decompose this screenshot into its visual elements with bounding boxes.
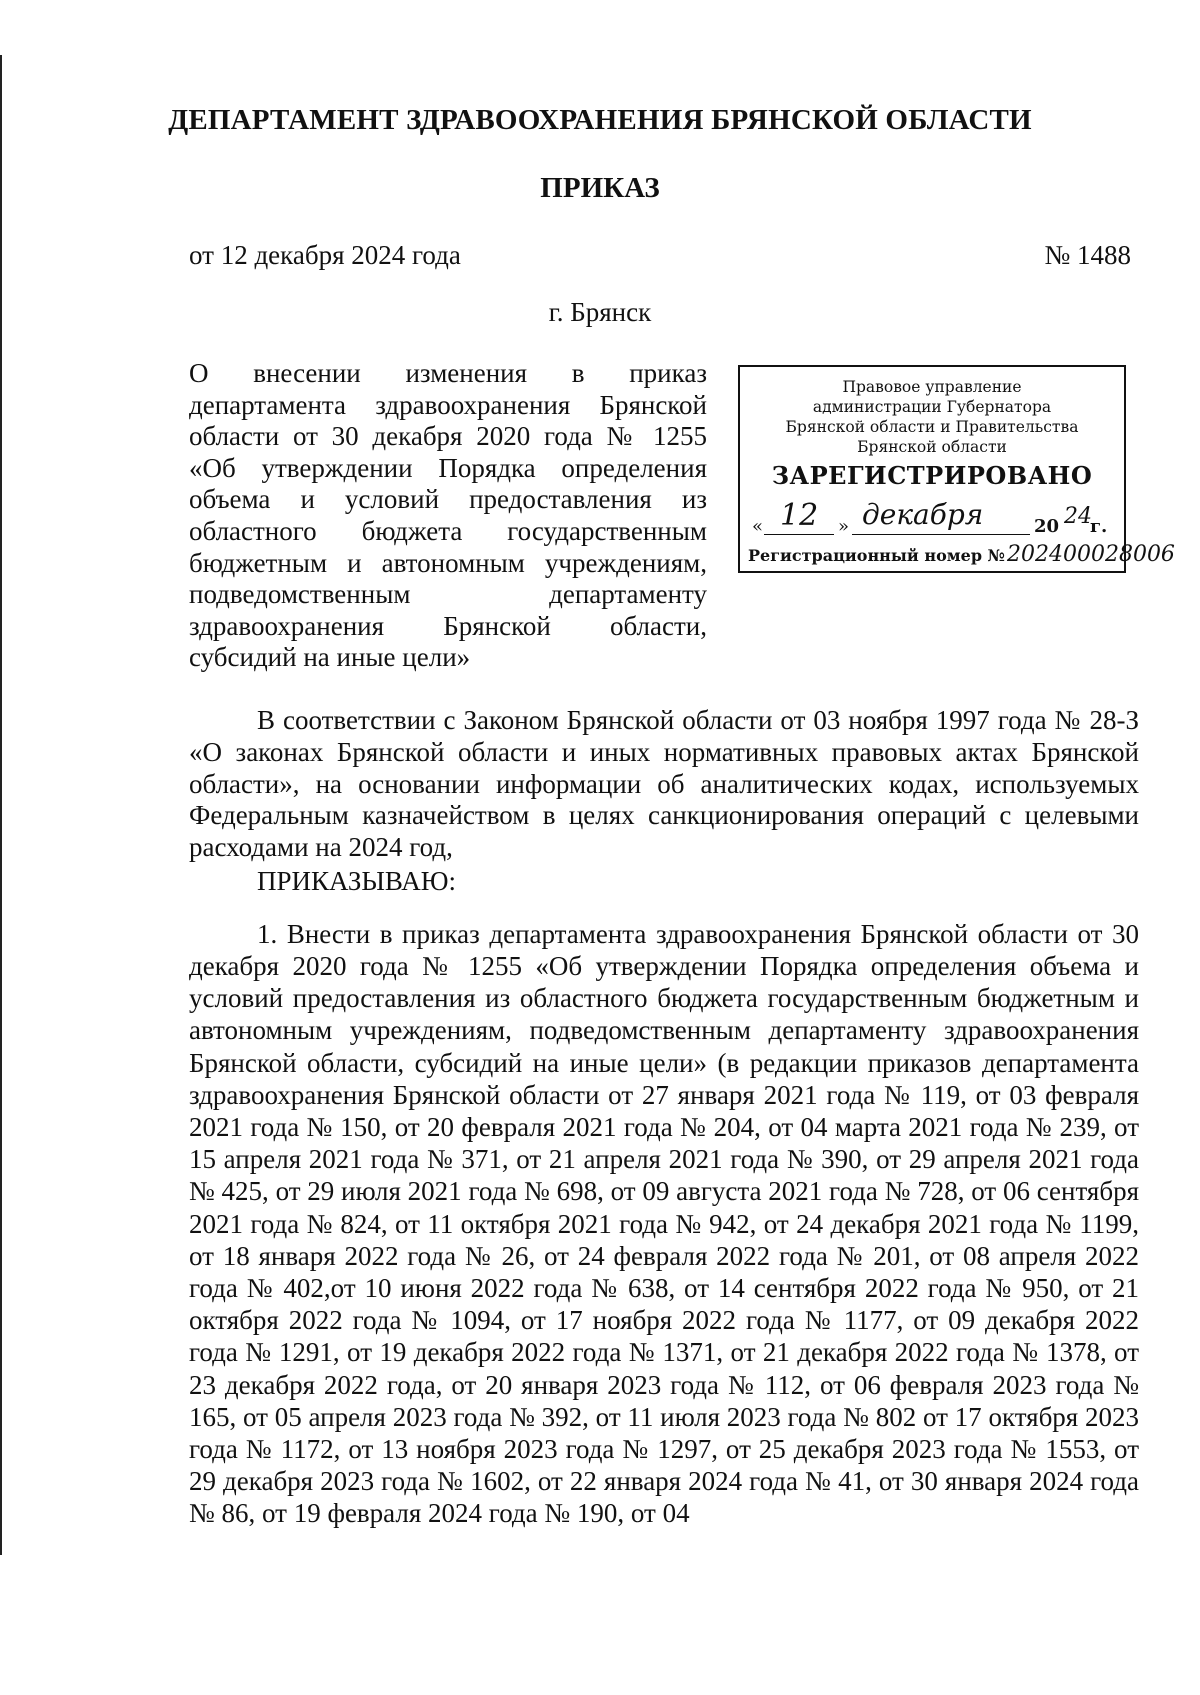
subject-line: области от 30 декабря 2020 года № 1255 [189, 421, 707, 452]
subject-line: здравоохранения Брянской области, [189, 610, 707, 641]
order-city: г. Брянск [548, 297, 652, 327]
stamp-day-underline [764, 534, 834, 535]
scan-edge-line [0, 55, 2, 1555]
stamp-year-mark: г. [1090, 516, 1108, 537]
stamp-organization [740, 377, 1124, 457]
registration-stamp [738, 365, 1175, 573]
stamp-registered-title: ЗАРЕГИСТРИРОВАНО [771, 461, 1093, 490]
subject-line: бюджетным и автономным учреждениям, [189, 547, 707, 578]
subject-line: субсидий на иные цели» [189, 642, 471, 673]
stamp-year-prefix: 20 [1034, 516, 1060, 537]
stamp-line: Брянской области и Правительства [785, 418, 1079, 436]
stamp-line: администрации Губернатора [812, 398, 1052, 416]
order-word: ПРИКАЗЫВАЮ: [257, 865, 456, 896]
stamp-line: Правовое управление [842, 378, 1022, 396]
department-title: ДЕПАРТАМЕНТ ЗДРАВООХРАНЕНИЯ БРЯНСКОЙ ОБЛАСТИ [168, 104, 1032, 136]
stamp-line: Брянской области [857, 438, 1007, 456]
document-type: ПРИКАЗ [540, 172, 660, 204]
order-item-1: 1. Внести в приказ департамента здравоохранения Брянской области от 30 декабря 2020 года № 1255 «Об утверждении Порядка определения объема и условий предоставления из областного бюджета государственным бюджетным и автономным учреждениям, подведомственным департаменту здравоохранения Брянской области, субсидий на иные цели» (в редакции приказов департамента здравоохранения Брянской области от 27 января 2021 года № 119, от 03 февраля 2021 года № 150, от 20 февраля 2021 года № 204, от 04 марта 2021 года № 239, от 15 апреля 2021 года № 371, от 21 апреля 2021 года № 390, от 29 апреля 2021 года № 425, от 29 июля 2021 года № 698, от 09 августа 2021 года № 728, от 06 сентября 2021 года № 824, от 11 октября 2021 года № 942, от 24 декабря 2021 года № 1199, от 18 января 2022 года № 26, от 24 февраля 2022 года № 201, от 08 апреля 2022 года № 402,от 10 июня 2022 года № 638, от 14 сентября 2022 года № 950, от 21 октября 2022 года № 1094, от 17 ноября 2022 года № 1177, от 09 декабря 2022 года № 1291, от 19 декабря 2022 года № 1371, от 21 декабря 2022 года № 1378, от 23 декабря 2022 года, от 20 января 2023 года № 112, от 06 февраля 2023 года № 165, от 05 апреля 2023 года № 392, от 11 июля 2023 года № 802 от 17 октября 2023 года № 1172, от 13 ноября 2023 года № 1297, от 25 декабря 2023 года № 1553, от 29 декабря 2023 года № 1602, от 22 января 2024 года № 41, от 30 января 2024 года № 86, от 19 февраля 2024 года № 190, от 04 [189, 918, 1139, 1529]
subject-line: «Об утверждении Порядка определения [189, 452, 707, 483]
stamp-open-quote: « [752, 516, 764, 537]
stamp-reg-label: Регистрационный номер № [748, 546, 1005, 565]
stamp-month-underline [852, 534, 1030, 535]
subject-line: подведомственным департаменту [189, 579, 707, 610]
subject-line: областного бюджета государственным [189, 515, 707, 546]
subject-line: О внесении изменения в приказ [189, 358, 707, 388]
stamp-registration-number [748, 542, 1175, 567]
subject-line: объема и условий предоставления из [189, 484, 707, 515]
order-date: от 12 декабря 2024 года [189, 240, 461, 270]
stamp-close-quote: » [838, 516, 850, 537]
stamp-handwritten-reg-number: 202400028006 [1006, 542, 1175, 567]
stamp-handwritten-year: 24 [1064, 504, 1092, 529]
order-number: № 1488 [1044, 240, 1131, 270]
order-body [189, 705, 1139, 1530]
order-subject [189, 358, 707, 674]
subject-line: департамента здравоохранения Брянской [189, 389, 707, 420]
stamp-handwritten-month: декабря [862, 498, 984, 531]
stamp-handwritten-day: 12 [780, 498, 819, 533]
preamble-paragraph: В соответствии с Законом Брянской области от 03 ноября 1997 года № 28-З «О законах Брянской области и иных нормативных правовых актах Брянской области», на основании информации об аналитических кодах, используемых Федеральным казначейством в целях санкционирования операций с целевыми расходами на 2024 год, [189, 705, 1139, 863]
stamp-date-line [752, 498, 1116, 538]
